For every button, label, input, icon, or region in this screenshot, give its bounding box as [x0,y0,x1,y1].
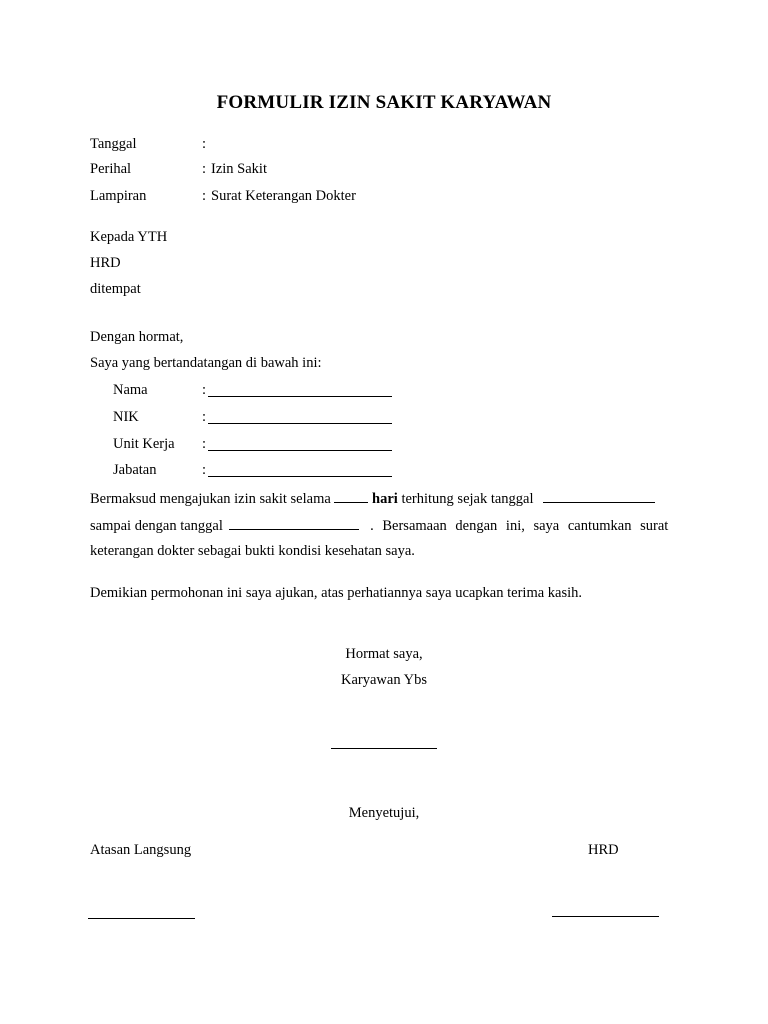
body-text: sampai dengan tanggal [90,518,223,534]
field-label: Nama [113,382,148,398]
field-label: Jabatan [113,462,157,478]
meta-label: Lampiran [90,188,147,204]
respect-text: Hormat saya, [345,646,423,662]
body-line-3: keterangan dokter sebagai bukti kondisi kesehatan saya. [90,543,415,559]
body-line-2 [90,515,677,536]
body-text: . Bersamaan dengan ini, saya cantumkan surat [370,518,669,534]
recipient-line-1: Kepada YTH [90,229,168,245]
greeting: Dengan hormat, [90,329,184,345]
meta-separator: : [202,136,207,152]
field-blank-line [208,450,392,451]
meta-value: Surat Keterangan Dokter [211,188,356,204]
field-separator: : [202,382,207,398]
supervisor-label: Atasan Langsung [90,842,192,858]
recipient-line-2: HRD [90,255,121,271]
start-date-blank-line [543,488,655,503]
hrd-signature-line [552,916,659,917]
hrd-label: HRD [588,842,619,858]
closing-text: Demikian permohonan ini saya ajukan, atas perhatiannya saya ucapkan terima kasih. [90,585,583,601]
meta-label: Perihal [90,161,132,177]
document-title: FORMULIR IZIN SAKIT KARYAWAN [216,92,552,113]
supervisor-signature-line [88,918,195,919]
field-label: NIK [113,409,139,425]
approval-text: Menyetujui, [348,805,420,821]
body-text: terhitung sejak tanggal [401,491,534,507]
meta-value: Izin Sakit [211,161,267,177]
body-line-1 [90,488,677,509]
body-text: Bermaksud mengajukan izin sakit selama [90,491,331,507]
meta-label: Tanggal [90,136,137,152]
field-blank-line [208,396,392,397]
recipient-line-3: ditempat [90,281,141,297]
field-blank-line [208,476,392,477]
employee-signature-line [331,748,437,749]
field-blank-line [208,423,392,424]
meta-separator: : [202,188,207,204]
field-separator: : [202,436,207,452]
intro-text: Saya yang bertandatangan di bawah ini: [90,355,322,371]
meta-separator: : [202,161,207,177]
days-blank-line [334,488,368,503]
days-unit-label: hari [372,491,398,507]
field-separator: : [202,462,207,478]
end-date-blank-line [229,515,359,530]
field-label: Unit Kerja [113,436,175,452]
employee-label: Karyawan Ybs [340,672,428,688]
field-separator: : [202,409,207,425]
